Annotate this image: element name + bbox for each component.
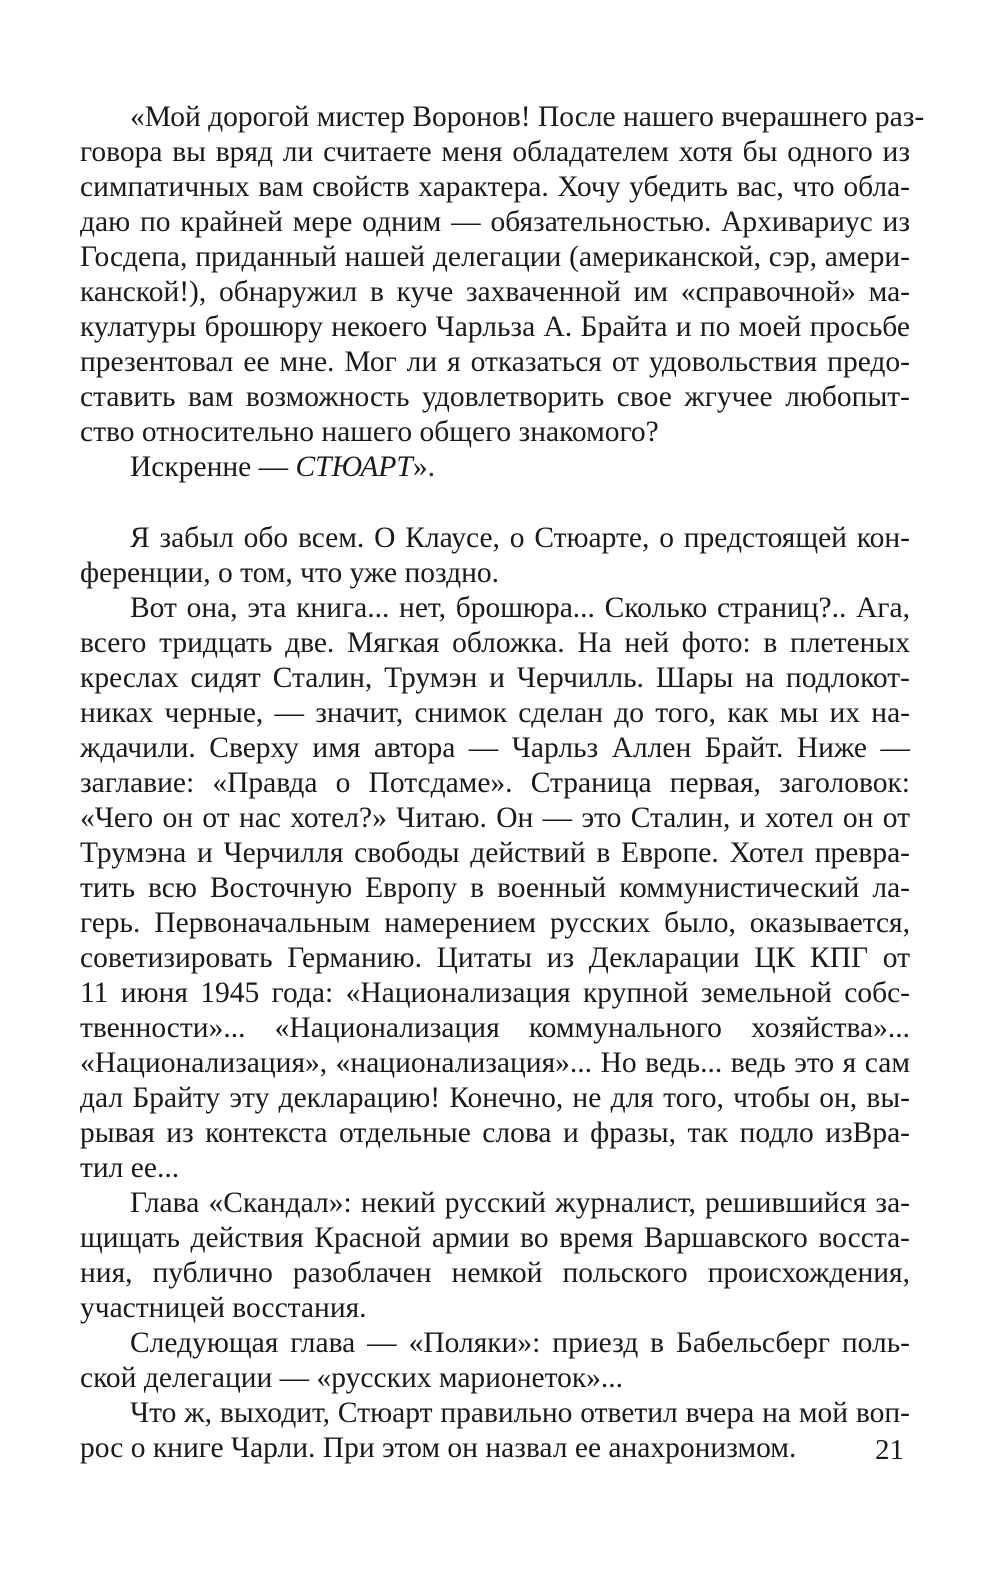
page-number: 21 [875, 1434, 904, 1466]
text-line: «Национализация», «национализация»... Но ведь... ведь это я сам [80, 1047, 910, 1079]
paragraph [80, 1326, 910, 1396]
text-line: ждачили. Сверху имя автора — Чарльз Аллен Брайт. Ниже — [80, 732, 910, 764]
text-line: Вот она, эта книга... нет, брошюра... Сколько страниц?.. Ага, [130, 592, 910, 624]
letter-signature [80, 450, 910, 485]
text-line: щищать действия Красной армии во время Варшавского восста- [80, 1222, 910, 1254]
letter-line: говора вы вряд ли считаете меня обладателем хотя бы одного из [80, 136, 910, 168]
signature-name: СТЮАРТ [295, 451, 413, 483]
text-line: заглавие: «Правда о Потсдаме». Страница первая, заголовок: [80, 767, 910, 799]
letter-block [80, 100, 925, 485]
text-line: ния, публично разоблачен немкой польского происхождения, [80, 1257, 910, 1289]
paragraph [80, 591, 910, 1186]
text-line: рывая из контекста отдельные слова и фразы, так подло изВра- [80, 1117, 910, 1149]
text-line: никах черные, — значит, снимок сделан до того, как мы их на- [80, 697, 910, 729]
text-line: советизировать Германию. Цитаты из Декларации ЦК КПГ от [80, 942, 910, 974]
text-line: ской делегации — «русских марионеток»... [80, 1362, 624, 1394]
text-line: Глава «Скандал»: некий русский журналист, решившийся за- [130, 1187, 910, 1219]
paragraph [80, 1396, 910, 1466]
text-line: креслах сидят Сталин, Трумэн и Черчилль. Шары на подлокот- [80, 662, 910, 694]
text-line: Трумэна и Черчилля свободы действий в Европе. Хотел превра- [80, 837, 910, 869]
text-line: твенности»... «Национализация коммунального хозяйства»... [80, 1012, 910, 1044]
signature-prefix: Искренне — [130, 451, 296, 483]
section-gap [80, 485, 910, 521]
text-line: ференции, о том, что уже поздно. [80, 557, 500, 589]
paragraph [80, 1186, 910, 1326]
text-line: 11 июня 1945 года: «Национализация крупной земельной собс- [80, 977, 910, 1009]
page-body [80, 100, 925, 1466]
text-line: Я забыл обо всем. О Клаусе, о Стюарте, о предстоящей кон- [130, 522, 910, 554]
letter-line: «Мой дорогой мистер Воронов! После нашего вчерашнего раз- [130, 101, 925, 133]
paragraph [80, 521, 910, 591]
text-line: герь. Первоначальным намерением русских было, оказывается, [80, 907, 910, 939]
text-line: Следующая глава — «Поляки»: приезд в Бабельсберг поль- [130, 1327, 910, 1359]
signature-suffix: ». [412, 451, 435, 483]
text-line: Что ж, выходит, Стюарт правильно ответил вчера на мой воп- [130, 1397, 910, 1429]
letter-line: ство относительно нашего общего знакомого? [80, 416, 659, 448]
text-line: рос о книге Чарли. При этом он назвал ее анахронизмом. [80, 1432, 797, 1464]
letter-line: симпатичных вам свойств характера. Хочу убедить вас, что обла- [80, 171, 910, 203]
letter-line: презентовал ее мне. Мог ли я отказаться от удовольствия предо- [80, 346, 910, 378]
letter-line: Госдепа, приданный нашей делегации (американской, сэр, амери- [80, 241, 910, 273]
text-line: участницей восстания. [80, 1292, 367, 1324]
letter-line: кулатуры брошюру некоего Чарльза А. Брайта и по моей просьбе [80, 311, 910, 343]
text-line: дал Брайту эту декларацию! Конечно, не для того, чтобы он, вы- [80, 1082, 910, 1114]
text-line: тить всю Восточную Европу в военный коммунистический ла- [80, 872, 910, 904]
text-line: «Чего он от нас хотел?» Читаю. Он — это Сталин, и хотел он от [80, 802, 910, 834]
text-line: всего тридцать две. Мягкая обложка. На ней фото: в плетеных [80, 627, 910, 659]
letter-line: ставить вам возможность удовлетворить свое жгучее любопыт- [80, 381, 910, 413]
text-line: тил ее... [80, 1152, 180, 1184]
letter-line: даю по крайней мере одним — обязательностью. Архивариус из [80, 206, 910, 238]
letter-line: канской!), обнаружил в куче захваченной им «справочной» ма- [80, 276, 910, 308]
